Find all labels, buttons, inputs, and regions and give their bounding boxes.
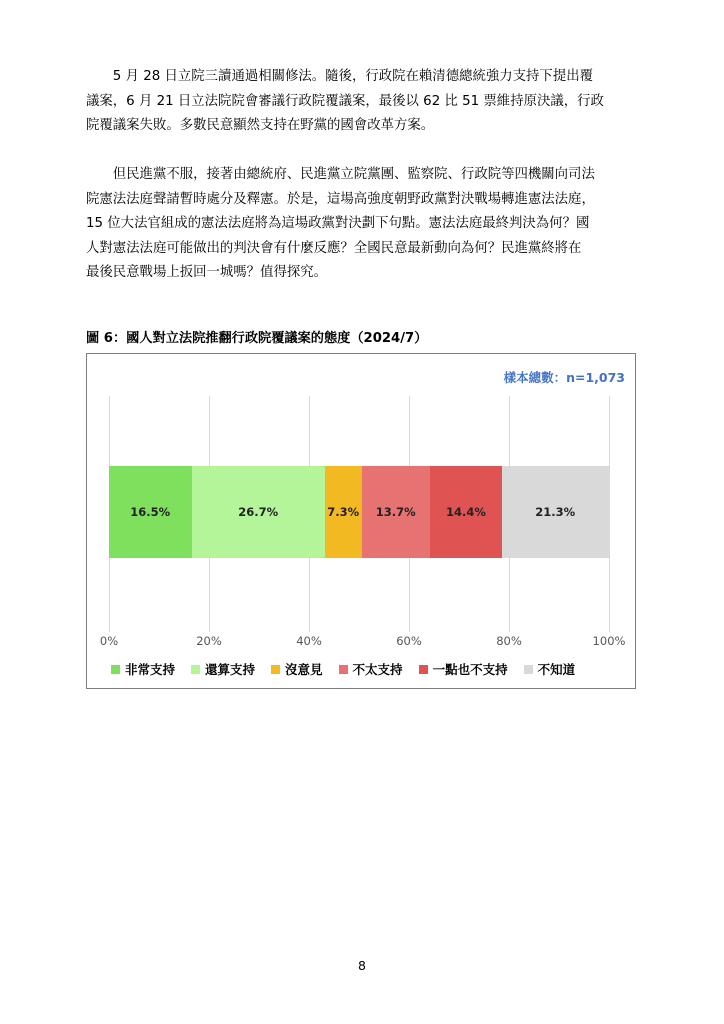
- x-tick-label: 40%: [296, 634, 322, 648]
- bar-segment: [362, 466, 431, 558]
- data-label: 16.5%: [130, 505, 171, 519]
- legend-swatch: [191, 665, 200, 674]
- legend-label: 不太支持: [352, 662, 403, 677]
- legend-item: [111, 660, 175, 678]
- legend-swatch: [339, 665, 348, 674]
- paragraph-line: 院覆議案失敗。多數民意顯然支持在野黨的國會改革方案。: [86, 118, 435, 133]
- bar-segment: [325, 466, 362, 558]
- paragraph-line: 議案，6 月 21 日立法院院會審議行政院覆議案，最後以 62 比 51 票維持原決議，行政: [86, 93, 604, 109]
- bar-segment: [192, 466, 326, 558]
- figure-caption: 圖 6：國人對立法院推翻行政院覆議案的態度（2024/7）: [86, 331, 428, 346]
- page-number: 8: [358, 958, 366, 973]
- legend-label: 沒意見: [285, 662, 323, 677]
- bar-segment: [502, 466, 609, 558]
- bar-segment: [430, 466, 502, 558]
- legend-item: [339, 660, 403, 678]
- legend-label: 一點也不支持: [432, 662, 508, 677]
- x-tick-label: 20%: [196, 634, 222, 648]
- bar-segment: [109, 466, 192, 558]
- paragraph-line: 院憲法法庭聲請暫時處分及釋憲。於是，這場高強度朝野政黨對決戰場轉進憲法法庭，: [86, 191, 595, 207]
- data-label: 13.7%: [375, 505, 416, 519]
- legend-swatch: [271, 665, 280, 674]
- paragraph-2: [86, 163, 642, 286]
- legend-label: 非常支持: [125, 662, 176, 677]
- x-tick-label: 100%: [592, 634, 626, 648]
- legend-item: [419, 660, 508, 678]
- paragraph-line: 人對憲法法庭可能做出的判決會有什麼反應？全國民意最新動向為何？民進黨終將在: [86, 240, 582, 256]
- legend-item: [524, 660, 576, 678]
- gridline: [609, 396, 610, 632]
- legend-label: 還算支持: [205, 662, 256, 677]
- sample-size-note: 樣本總數：n=1,073: [503, 370, 625, 385]
- data-label: 14.4%: [446, 505, 486, 519]
- legend-item: [191, 660, 255, 678]
- paragraph-line: 最後民意戰場上扳回一城嗎？值得探究。: [86, 265, 328, 280]
- paragraph-1: [86, 65, 642, 139]
- legend-label: 不知道: [537, 662, 576, 677]
- legend-item: [271, 660, 323, 678]
- data-label: 26.7%: [238, 505, 279, 519]
- legend-swatch: [111, 665, 120, 674]
- legend-swatch: [524, 665, 533, 674]
- data-label: 7.3%: [327, 505, 360, 519]
- paragraph-line: 15 位大法官組成的憲法法庭將為這場政黨對決劃下句點。憲法法庭最終判決為何？國: [86, 216, 590, 231]
- x-tick-label: 60%: [396, 634, 422, 648]
- data-label: 21.3%: [535, 505, 576, 519]
- stacked-bar-chart: [86, 353, 636, 689]
- x-tick-label: 0%: [99, 634, 119, 648]
- paragraph-line: 5 月 28 日立院三讀通過相關修法。隨後，行政院在賴清德總統強力支持下提出覆: [86, 69, 593, 84]
- x-tick-label: 80%: [496, 634, 522, 648]
- chart-legend: [111, 660, 625, 678]
- legend-swatch: [419, 665, 428, 674]
- paragraph-line: 但民進黨不服，接著由總統府、民進黨立院黨團、監察院、行政院等四機關向司法: [86, 167, 595, 182]
